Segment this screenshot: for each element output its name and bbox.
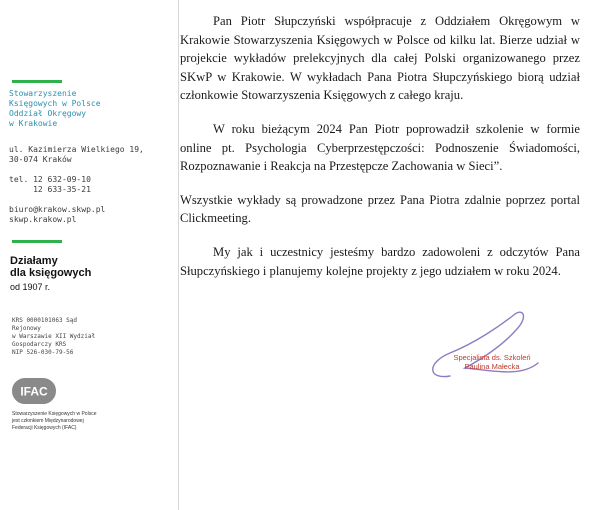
stamp-title: Specjalista ds. Szkoleń <box>453 353 531 362</box>
paragraph-2: W roku bieżącym 2024 Pan Piotr poprowadził szkolenie w formie online pt. Psychologia Cyberprzestępczości: Podnoszenie Świadomości, Rozpoznawanie i Reakcja na Przestępcze Zachowania w Sieci”. <box>180 121 580 174</box>
accent-bar-bottom <box>12 240 62 243</box>
address: ul. Kazimierza Wielkiego 19, 30-074 Kraków <box>9 145 144 164</box>
paragraph-4: My jak i uczestnicy jesteśmy bardzo zadowoleni z odczytów Pana Słupczyńskiego i planujemy kolejne projekty z jego udziałem w roku 2024. <box>180 244 580 278</box>
stamp-name: Paulina Małecka <box>464 362 520 371</box>
accent-bar-top <box>12 80 62 83</box>
contact-info: biuro@krakow.skwp.pl skwp.krakow.pl <box>9 205 106 224</box>
organization-name: Stowarzyszenie Księgowych w Polsce Oddział Okręgowy w Krakowie <box>9 89 101 128</box>
ifac-logo-text: IFAC <box>20 384 48 399</box>
letter-body <box>180 12 580 295</box>
vertical-divider <box>178 0 179 510</box>
ifac-membership-note: Stowarzyszenie Księgowych w Polsce jest członkiem Międzynarodowej Federacji Księgowych (IFAC) <box>12 411 97 431</box>
paragraph-1: Pan Piotr Słupczyński współpracuje z Oddziałem Okręgowym w Krakowie Stowarzyszenia Księgowych w Polsce od kilku lat. Bierze udział w projekcie wykładów prelekcyjnych dla całej Polski organizowanego przez SKwP w Krakowie. W wykładach Pana Piotra Słupczyńskiego biorą udział członkowie Stowarzyszenia Księgowych z całego kraju. <box>180 14 580 103</box>
slogan: Działamy dla księgowych <box>10 255 92 279</box>
signature-stamp <box>452 353 532 371</box>
phone-numbers: tel. 12 632-09-10 12 633-35-21 <box>9 175 91 194</box>
signature-icon <box>420 308 550 393</box>
paragraph-3: Wszystkie wykłady są prowadzone przez Pana Piotra zdalnie poprzez portal Clickmeeting. <box>180 192 580 226</box>
registry-info: KRS 0000101063 Sąd Rejonowy w Warszawie XII Wydział Gospodarczy KRS NIP 526-030-79-56 <box>12 317 96 356</box>
ifac-logo-icon <box>12 378 56 409</box>
letterhead-sidebar <box>0 0 150 510</box>
since-year: od 1907 r. <box>10 282 51 292</box>
